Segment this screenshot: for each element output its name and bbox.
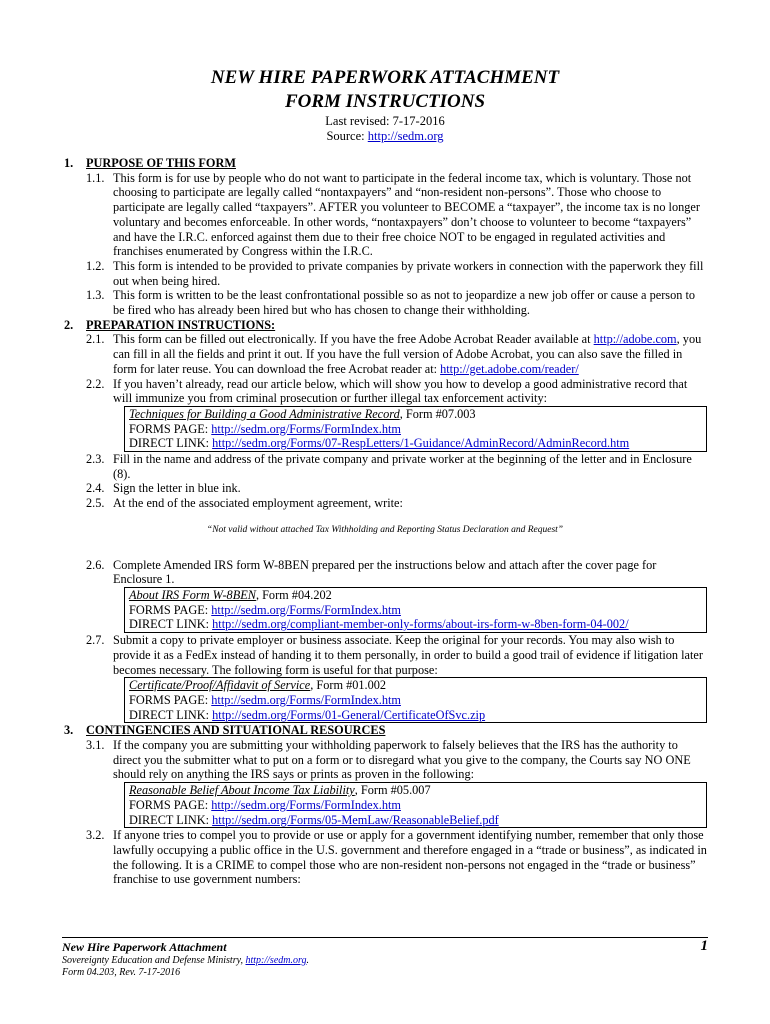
section-title: CONTINGENCIES AND SITUATIONAL RESOURCES <box>86 723 386 738</box>
item-text: This form is intended to be provided to private companies by private workers in connection with the paperwork they fill out when being hired. <box>113 258 704 288</box>
list-item <box>0 259 770 288</box>
acrobat-reader-link[interactable]: http://get.adobe.com/reader/ <box>440 361 579 376</box>
footer-divider <box>62 937 708 938</box>
ministry-text: Sovereignty Education and Defense Ministry, <box>62 955 246 966</box>
section-1-heading <box>0 156 770 171</box>
list-item <box>0 171 770 259</box>
list-item <box>0 332 770 376</box>
page-number: 1 <box>700 938 708 954</box>
section-number: 3. <box>64 723 74 738</box>
item-text: If the company you are submitting your withholding paperwork to falsely believes that the IRS has the authority to direct you the submitter what to put on a form or to disregard what you give to the company, the Courts say NO ONE should rely on anything the IRS says or prints as proven in the following: <box>113 738 691 782</box>
footer-title: New Hire Paperwork Attachment <box>62 940 227 954</box>
ministry-end: . <box>306 955 309 966</box>
reference-box <box>124 782 707 828</box>
item-text: This form can be filled out electronically. If you have the free Adobe Acrobat Reader available at <box>113 332 594 347</box>
list-item <box>0 452 770 481</box>
item-text: Fill in the name and address of the private company and private worker at the beginning of the letter and in Enclosure (8). <box>113 452 692 481</box>
section-number: 1. <box>64 156 74 170</box>
forms-page-link[interactable]: http://sedm.org/Forms/FormIndex.htm <box>211 421 401 436</box>
reference-form: , Form #07.003 <box>399 406 476 421</box>
item-number: 2.7. <box>86 633 105 648</box>
document-title-line1: NEW HIRE PAPERWORK ATTACHMENT <box>210 67 560 88</box>
direct-link-label: DIRECT LINK: <box>129 617 213 632</box>
item-number: 3.2. <box>86 828 105 843</box>
item-number: 2.4. <box>86 481 105 496</box>
direct-link-label: DIRECT LINK: <box>129 707 213 722</box>
reference-box <box>124 677 707 723</box>
reference-form: , Form #04.202 <box>255 587 332 602</box>
item-text: Sign the letter in blue ink. <box>113 481 241 496</box>
item-text: At the end of the associated employment agreement, write: <box>113 496 403 511</box>
item-number: 1.3. <box>86 288 105 303</box>
direct-link-label: DIRECT LINK: <box>129 436 213 451</box>
item-number: 2.5. <box>86 496 105 511</box>
forms-page-label: FORMS PAGE: <box>129 602 212 617</box>
forms-page-label: FORMS PAGE: <box>129 797 212 812</box>
item-number: 2.2. <box>86 376 105 391</box>
list-item <box>0 828 770 887</box>
item-number: 2.3. <box>86 452 105 467</box>
direct-link[interactable]: http://sedm.org/Forms/07-RespLetters/1-Guidance/AdminRecord/AdminRecord.htm <box>212 436 630 451</box>
item-number: 3.1. <box>86 738 105 753</box>
item-text: This form is for use by people who do not want to participate in the federal income tax, which is voluntary. Those not choosing to participate are legally called “nontaxpayers” and “non-resident non-persons”. Those who choose to participate are legally called “taxpayers”. AFTER you volunteer to BECOME a “taxpayer”, the income tax is no longer voluntary and becomes enforceable. In other words, “nontaxpayers” don’t choose to volunteer to become “taxpayers” and have the I.R.C. enforced against them due to their free choice NOT to be engaged in regulated activities and franchises enumerated by Congress within the I.R.C. <box>113 170 700 259</box>
reference-title: Techniques for Building a Good Administrative Record <box>129 406 400 421</box>
item-number: 2.1. <box>86 332 105 347</box>
forms-page-link[interactable]: http://sedm.org/Forms/FormIndex.htm <box>211 692 401 707</box>
source-label: Source: <box>326 129 368 143</box>
list-item <box>0 558 770 587</box>
list-item <box>0 633 770 677</box>
item-text: Complete Amended IRS form W-8BEN prepared per the instructions below and attach after the cover page for Enclosure 1. <box>113 557 657 587</box>
direct-link[interactable]: http://sedm.org/Forms/01-General/CertificateOfSvc.zip <box>212 707 486 722</box>
item-text: Submit a copy to private employer or business associate. Keep the original for your records. You may also wish to provide it as a FedEx instead of handing it to them personally, in order to build a good trail of evidence if litigation later becomes necessary. The following form is useful for that purpose: <box>113 633 703 677</box>
source-line <box>0 129 770 144</box>
reference-box <box>124 587 707 633</box>
reference-box <box>124 406 707 452</box>
direct-link[interactable]: http://sedm.org/Forms/05-MemLaw/ReasonableBelief.pdf <box>212 812 499 827</box>
list-item <box>0 738 770 782</box>
item-number: 2.6. <box>86 557 105 572</box>
list-item <box>0 496 770 511</box>
item-text: If you haven’t already, read our article below, which will show you how to develop a good administrative record that will immunize you from criminal prosecution or further illegal tax enforcement activity: <box>113 376 688 406</box>
source-link[interactable]: http://sedm.org <box>367 129 444 143</box>
list-item <box>0 377 770 406</box>
forms-page-link[interactable]: http://sedm.org/Forms/FormIndex.htm <box>211 602 401 617</box>
section-title: PREPARATION INSTRUCTIONS: <box>86 317 276 332</box>
footer-form-rev: Form 04.203, Rev. 7-17-2016 <box>62 967 181 978</box>
footer-ministry <box>62 955 309 966</box>
reference-title: About IRS Form W-8BEN <box>129 587 256 602</box>
reference-form: , Form #05.007 <box>354 783 431 798</box>
document-body <box>0 156 770 887</box>
item-number: 1.1. <box>86 170 105 185</box>
section-3-heading <box>0 723 770 738</box>
list-item <box>0 288 770 317</box>
direct-link-label: DIRECT LINK: <box>129 812 213 827</box>
document-title-line2: FORM INSTRUCTIONS <box>284 91 486 112</box>
list-item <box>0 481 770 496</box>
forms-page-label: FORMS PAGE: <box>129 421 212 436</box>
ministry-link[interactable]: http://sedm.org <box>245 955 307 966</box>
item-text: , you can fill in all the fields and print it out. If you have the full version of Adobe Acrobat, you can also save the filled in form for later reuse. You can download the free Acrobat reader at: <box>113 332 702 376</box>
endorsement-quote: “Not valid without attached Tax Withholding and Reporting Status Declaration and Request” <box>206 524 564 535</box>
reference-title: Reasonable Belief About Income Tax Liability <box>129 783 355 798</box>
direct-link[interactable]: http://sedm.org/compliant-member-only-forms/about-irs-form-w-8ben-form-04-002/ <box>212 617 629 632</box>
section-2-heading <box>0 318 770 333</box>
reference-form: , Form #01.002 <box>310 678 387 693</box>
adobe-link[interactable]: http://adobe.com <box>593 332 677 347</box>
forms-page-label: FORMS PAGE: <box>129 692 212 707</box>
section-number: 2. <box>64 317 74 332</box>
forms-page-link[interactable]: http://sedm.org/Forms/FormIndex.htm <box>211 797 401 812</box>
reference-title: Certificate/Proof/Affidavit of Service <box>129 678 311 693</box>
item-number: 1.2. <box>86 258 105 273</box>
last-revised: Last revised: 7-17-2016 <box>325 114 445 128</box>
item-text: This form is written to be the least confrontational possible so as not to jeopardize a new job offer or cause a person to be fired who has already been hired but who has chosen to change their withholding. <box>113 288 696 318</box>
item-text: If anyone tries to compel you to provide or use or apply for a government identifying number, remember that only those lawfully occupying a public office in the U.S. government and therefore engaged in a “trade or business”, as indicated in the following. It is a CRIME to compel those who are non-resident non-persons not engaged in the “trade or business” franchise to use government numbers: <box>113 828 707 887</box>
section-title: PURPOSE OF THIS FORM <box>86 156 236 170</box>
